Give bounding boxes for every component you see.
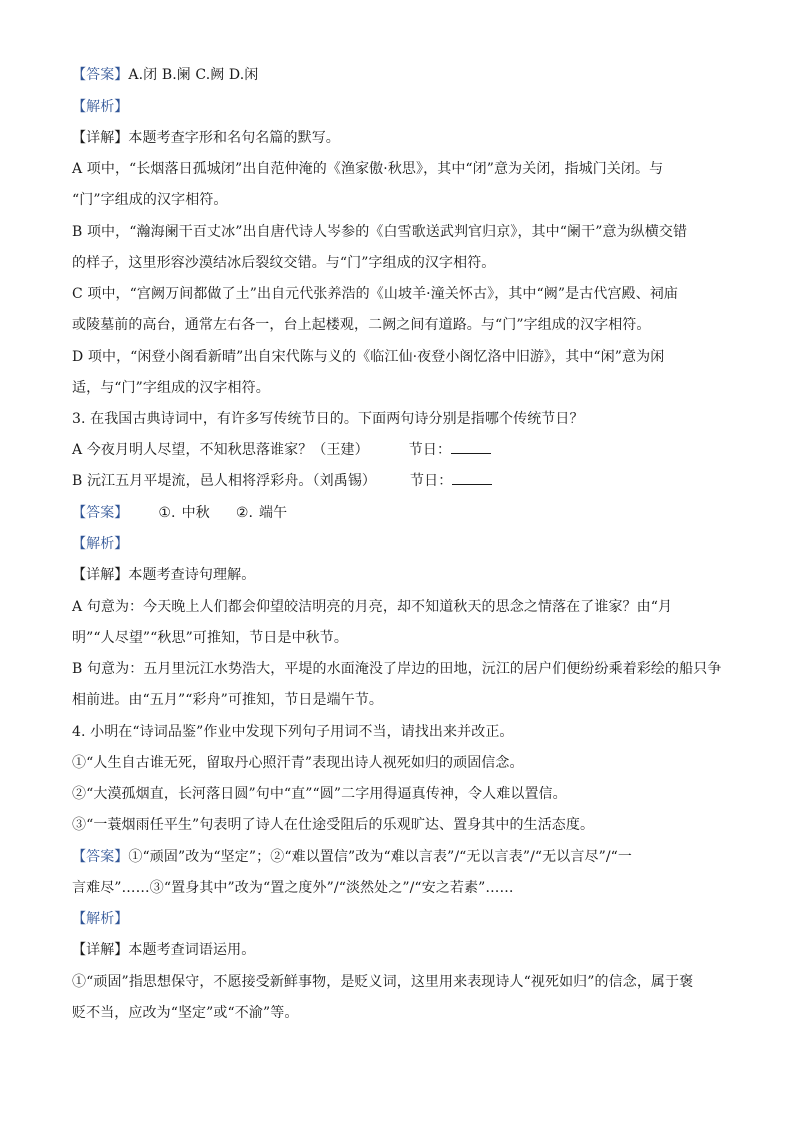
- answer-tag: 【答案】: [72, 505, 129, 521]
- q3-answer-2: 端午: [259, 505, 288, 521]
- q2-detail-line: [72, 129, 340, 147]
- q2-analysis-line: [72, 98, 128, 116]
- q3-detail-line: [72, 566, 255, 584]
- q4-answer-continued: 言难尽”……③“置身其中”改为“置之度外”/“淡然处之”/“安之若素”……: [72, 880, 514, 896]
- q4-detail-text: 本题考查词语运用。: [128, 942, 256, 958]
- q2-explanation-line: 适，与“门”字组成的汉字相符。: [72, 380, 270, 396]
- q2-explanation-line: C 项中，“宫阙万间都做了土”出自元代张养浩的《山坡羊·潼关怀古》，其中“阙”是古代宫殿、祠庙: [72, 286, 678, 302]
- q4-question: 4. 小明在“诗词品鉴”作业中发现下列句子用词不当，请找出来并改正。: [72, 724, 514, 740]
- q4-item: ①“人生自古谁无死，留取丹心照汗青”表现出诗人视死如归的顽固信念。: [72, 755, 524, 771]
- analysis-tag: 【解析】: [72, 99, 129, 115]
- q2-answer-line: [72, 66, 258, 84]
- answer-blank: [452, 472, 492, 485]
- q3-item-a-label: 节日：: [408, 442, 452, 458]
- analysis-tag: 【解析】: [72, 536, 129, 552]
- q4-item: ②“大漠孤烟直，长河落日圆”句中“直”“圆”二字用得逼真传神，令人难以置信。: [72, 786, 567, 802]
- q4-answer-text: ①“顽固”改为“坚定”；②“难以置信”改为“难以言表”/“无以言表”/“无以言尽”/“一: [128, 849, 632, 865]
- q4-analysis-line: [72, 910, 128, 928]
- q3-explanation-line: 相前进。由“五月”“彩舟”可推知，节日是端午节。: [72, 692, 384, 708]
- q4-detail-line: [72, 941, 255, 959]
- q3-answer-line: [72, 504, 287, 522]
- detail-tag: 【详解】: [72, 942, 129, 958]
- detail-tag: 【详解】: [72, 567, 129, 583]
- analysis-tag: 【解析】: [72, 911, 129, 927]
- q3-explanation-line: A 句意为：今天晚上人们都会仰望皎洁明亮的月亮，却不知道秋天的思念之情落在了谁家？由“月: [72, 599, 673, 615]
- answer-tag: 【答案】: [72, 67, 129, 83]
- q3-answer-2-num: ②.: [235, 505, 254, 521]
- q3-item-b: [72, 472, 492, 490]
- q3-explanation-line: 明”“人尽望”“秋思”可推知，节日是中秋节。: [72, 630, 348, 646]
- q3-item-a: [72, 441, 491, 459]
- q2-answer-text: A.闭 B.阑 C.阙 D.闲: [128, 67, 259, 83]
- q3-analysis-line: [72, 535, 128, 553]
- q3-item-a-text: A 今夜月明人尽望，不知秋思落谁家？（王建）: [72, 442, 369, 458]
- q3-explanation-line: B 句意为：五月里沅江水势浩大，平堤的水面淹没了岸边的田地，沅江的居户们便纷纷乘着彩绘的船只争: [72, 661, 722, 677]
- q3-question: 3. 在我国古典诗词中，有许多写传统节日的。下面两句诗分别是指哪个传统节日？: [72, 411, 584, 427]
- q4-explanation-line: ①“顽固”指思想保守，不愿接受新鲜事物，是贬义词，这里用来表现诗人“视死如归”的信念，属于褒: [72, 974, 694, 990]
- q2-explanation-line: A 项中，“长烟落日孤城闭”出自范仲淹的《渔家傲·秋思》，其中“闭”意为关闭，指城门关闭。与: [72, 161, 664, 177]
- q3-answer-1-num: ①.: [158, 505, 176, 521]
- q3-answer-1: 中秋: [181, 505, 210, 521]
- answer-blank: [451, 441, 491, 454]
- answer-tag: 【答案】: [72, 849, 129, 865]
- q4-answer-line: [72, 848, 632, 866]
- q3-item-b-label: 节日：: [410, 473, 453, 489]
- q2-explanation-line: “门”字组成的汉字相符。: [72, 192, 228, 208]
- q2-detail-text: 本题考查字形和名句名篇的默写。: [128, 130, 340, 146]
- q2-explanation-line: B 项中，“瀚海阑干百丈冰”出自唐代诗人岑参的《白雪歌送武判官归京》，其中“阑干”意为纵横交错: [72, 224, 688, 240]
- q2-explanation-line: 或陵墓前的高台，通常左右各一，台上起楼观，二阙之间有道路。与“门”字组成的汉字相符。: [72, 317, 651, 333]
- q4-item: ③“一蓑烟雨任平生”句表明了诗人在仕途受阻后的乐观旷达、置身其中的生活态度。: [72, 817, 595, 833]
- detail-tag: 【详解】: [72, 130, 129, 146]
- q3-detail-text: 本题考查诗句理解。: [128, 567, 256, 583]
- q3-item-b-text: B 沅江五月平堤流，邑人相将浮彩舟。（刘禹锡）: [72, 473, 377, 489]
- q4-explanation-line: 贬不当，应改为“坚定”或“不渝”等。: [72, 1005, 299, 1021]
- q2-explanation-line: 的样子，这里形容沙漠结冰后裂纹交错。与“门”字组成的汉字相符。: [72, 255, 496, 271]
- q2-explanation-line: D 项中，“闲登小阁看新晴”出自宋代陈与义的《临江仙·夜登小阁忆洛中旧游》，其中“闲”意为闲: [72, 349, 665, 365]
